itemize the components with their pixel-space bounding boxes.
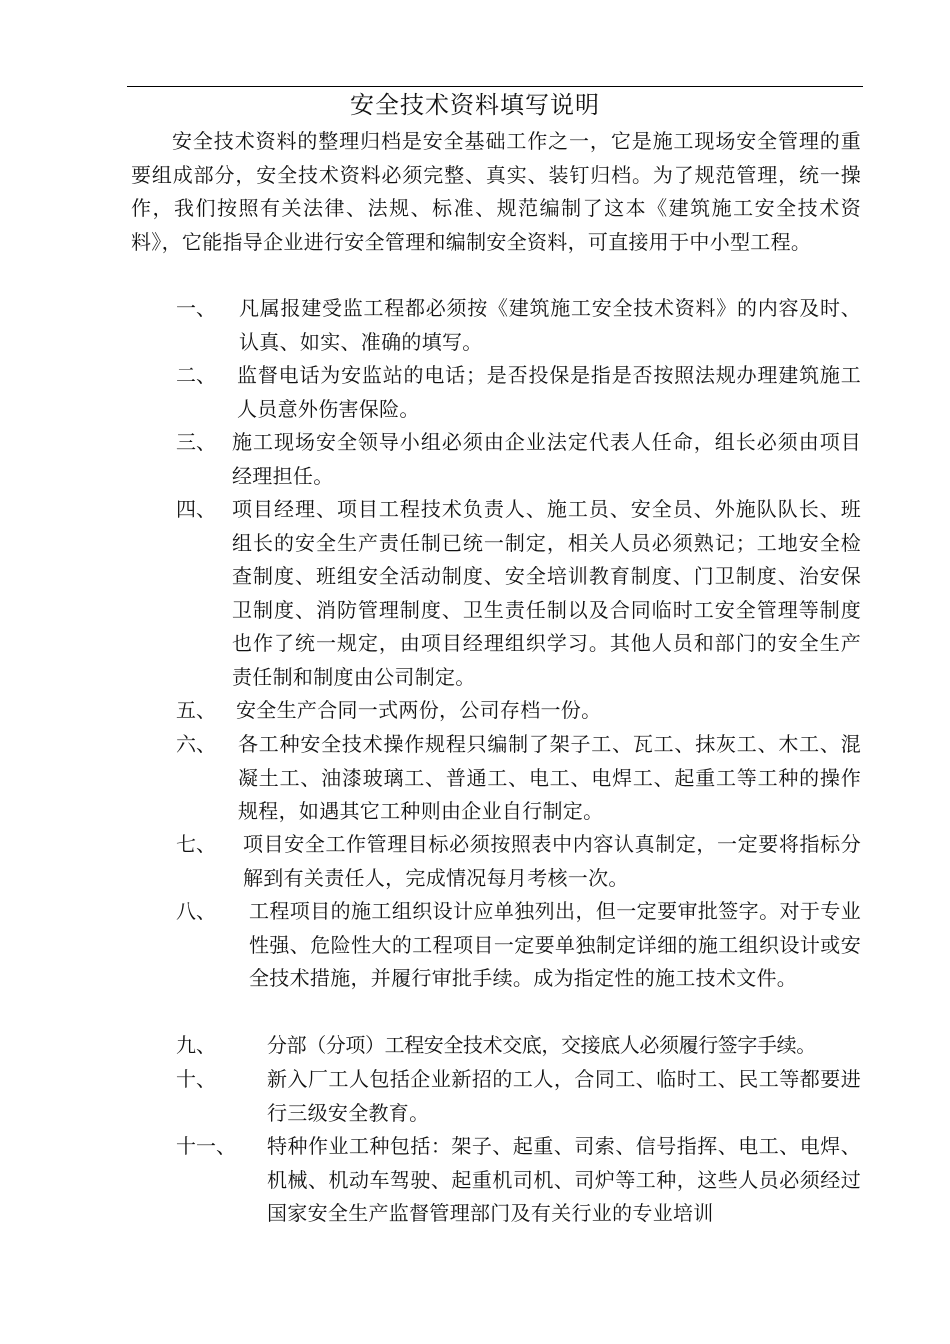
item-text: 项目安全工作管理目标必须按照表中内容认真制定，一定要将指标分解到有关责任人，完成情况每月考核一次。 [243, 832, 861, 890]
item-text: 凡属报建受监工程都必须按《建筑施工安全技术资料》的内容及时、认真、如实、准确的填写。 [239, 296, 861, 354]
item-number: 一、 [176, 296, 216, 320]
item-text: 特种作业工种包括：架子、起重、司索、信号指挥、电工、电焊、机械、机动车驾驶、起重机司机、司炉等工种，这些人员必须经过国家安全生产监督管理部门及有关行业的专业培训 [267, 1134, 861, 1225]
item-number: 十、 [176, 1067, 216, 1091]
item-number: 十一、 [176, 1134, 236, 1158]
item-number: 四、 [176, 497, 216, 521]
document-title: 安全技术资料填写说明 [350, 91, 600, 119]
item-text: 各工种安全技术操作规程只编制了架子工、瓦工、抹灰工、木工、混凝土工、油漆玻璃工、普通工、电工、电焊工、起重工等工种的操作规程，如遇其它工种则由企业自行制定。 [238, 732, 861, 823]
item-text: 安全生产合同一式两份，公司存档一份。 [236, 698, 602, 722]
header-rule [127, 86, 863, 87]
intro-paragraph: 安全技术资料的整理归档是安全基础工作之一，它是施工现场安全管理的重要组成部分，安全技术资料必须完整、真实、装钉归档。为了规范管理，统一操作，我们按照有关法律、法规、标准、规范编制了这本《建筑施工安全技术资料》，它能指导企业进行安全管理和编制安全资料，可直接用于中小型工程。 [131, 129, 861, 254]
item-number: 六、 [176, 732, 216, 756]
item-text: 项目经理、项目工程技术负责人、施工员、安全员、外施队队长、班组长的安全生产责任制已统一制定，相关人员必须熟记；工地安全检查制度、班组安全活动制度、安全培训教育制度、门卫制度、治安保卫制度、消防管理制度、卫生责任制以及合同临时工安全管理等制度也作了统一规定，由项目经理组织学习。其他人员和部门的安全生产责任制和制度由公司制定。 [232, 497, 861, 689]
item-number: 五、 [176, 698, 216, 722]
item-text: 新入厂工人包括企业新招的工人，合同工、临时工、民工等都要进行三级安全教育。 [267, 1067, 861, 1125]
item-number: 七、 [176, 832, 216, 856]
item-number: 三、 [176, 430, 216, 454]
item-number: 八、 [176, 899, 216, 923]
item-number: 二、 [176, 363, 216, 387]
item-text: 监督电话为安监站的电话；是否投保是指是否按照法规办理建筑施工人员意外伤害保险。 [237, 363, 861, 421]
item-text: 工程项目的施工组织设计应单独列出，但一定要审批签字。对于专业性强、危险性大的工程项目一定要单独制定详细的施工组织设计或安全技术措施，并履行审批手续。成为指定性的施工技术文件。 [249, 899, 861, 990]
item-number: 九、 [176, 1033, 216, 1057]
item-text: 分部（分项）工程安全技术交底，交接底人必须履行签字手续。 [267, 1033, 816, 1057]
item-text: 施工现场安全领导小组必须由企业法定代表人任命，组长必须由项目经理担任。 [232, 430, 861, 488]
